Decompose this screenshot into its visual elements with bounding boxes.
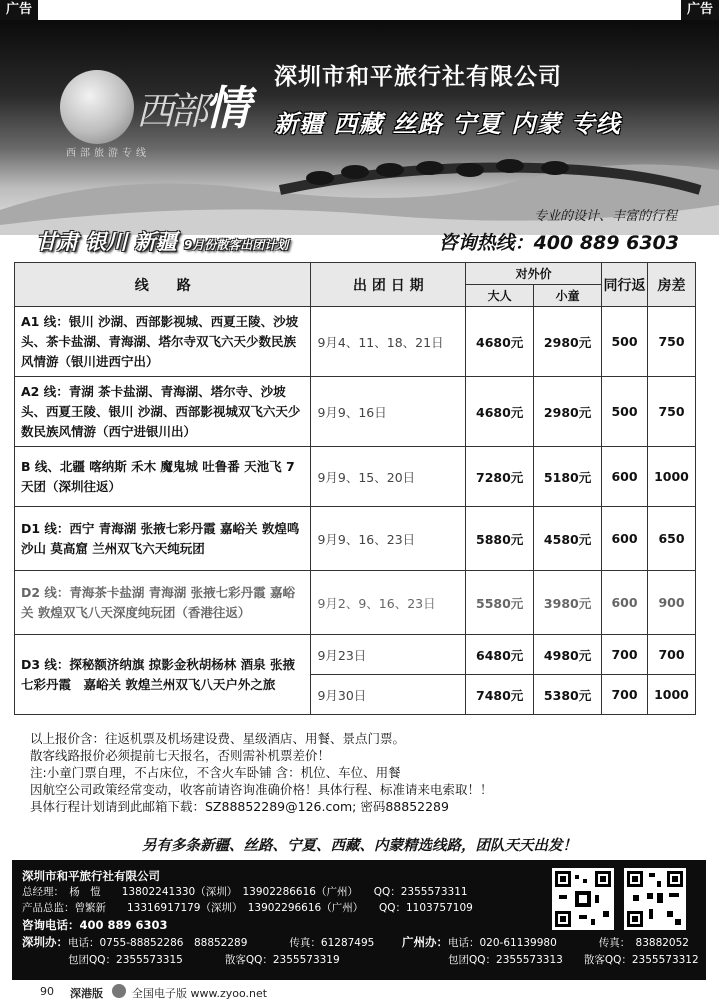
gz-office-label: 广州办：	[402, 935, 448, 949]
sz-office-tel: 电话：0755-88852286 88852289 传真：61287495	[68, 937, 375, 949]
adult-price-cell: 5880元	[466, 507, 534, 571]
note-line: 注:小童门票自理，不占床位，不含火车卧铺 含：机位、车位、用餐	[30, 765, 401, 780]
adult-price-cell: 6480元	[466, 635, 534, 675]
date-cell: 9月9、16日	[311, 377, 466, 447]
route-cell: A1 线：银川 沙湖、西部影视城、西夏王陵、沙坡头、茶卡盐湖、青海湖、塔尔寺双飞六天少数民族风情游（银川进西宁出）	[15, 307, 311, 377]
peer-cell: 600	[602, 447, 648, 507]
note-line: 具体行程计划请到此邮箱下载：SZ88852289@126.com; 密码88852289	[30, 799, 449, 814]
header-child: 小童	[534, 285, 602, 307]
header-date: 出 团 日 期	[311, 263, 466, 307]
single-cell: 750	[647, 307, 695, 377]
child-price-cell: 5180元	[534, 447, 602, 507]
logo-emblem	[60, 70, 134, 144]
price-notes	[30, 730, 493, 815]
company-title: 深圳市和平旅行社有限公司	[274, 64, 562, 90]
contact-footer	[12, 860, 706, 980]
itinerary-table	[14, 262, 696, 715]
footer-pm: 产品总监：曾繁新 13316917179（深圳） 13902296616（广州） QQ：1103757109	[22, 902, 473, 914]
adult-price-cell: 7280元	[466, 447, 534, 507]
single-cell: 700	[647, 635, 695, 675]
child-price-cell: 2980元	[534, 377, 602, 447]
logo-subtitle: 西部旅游专线	[66, 148, 150, 159]
hotline: 咨询热线：400 889 6303	[438, 232, 679, 254]
adult-price-cell: 7480元	[466, 675, 534, 715]
single-cell: 1000	[647, 447, 695, 507]
ad-label-right: 广告	[681, 0, 719, 20]
footer-gm: 总经理： 杨 愷 13802241330（深圳） 13902286616（广州） QQ：2355573311	[22, 886, 468, 898]
footer-sz-office	[22, 934, 374, 950]
peer-cell: 700	[602, 635, 648, 675]
peer-cell: 700	[602, 675, 648, 715]
header-banner	[0, 20, 719, 235]
table-row	[15, 635, 696, 675]
table-row	[15, 307, 696, 377]
footer-gz-office	[402, 934, 689, 950]
single-cell: 750	[647, 377, 695, 447]
route-cell: D3 线：探秘额济纳旗 掠影金秋胡杨林 酒泉 张掖七彩丹霞 嘉峪关 敦煌兰州双飞八天户外之旅	[15, 635, 311, 715]
single-cell: 650	[647, 507, 695, 571]
table-row	[15, 507, 696, 571]
footer-company: 深圳市和平旅行社有限公司	[22, 869, 160, 883]
sz-office-label: 深圳办：	[22, 935, 68, 949]
child-price-cell: 2980元	[534, 307, 602, 377]
header-route: 线 路	[15, 263, 311, 307]
header-adult: 大人	[466, 285, 534, 307]
date-cell: 9月4、11、18、21日	[311, 307, 466, 377]
qr-code-site	[624, 868, 686, 930]
peer-cell: 600	[602, 571, 648, 635]
edition-logo-icon	[112, 984, 126, 998]
header-single: 房差	[647, 263, 695, 307]
date-cell: 9月9、15、20日	[311, 447, 466, 507]
route-cell: A2 线：青湖 茶卡盐湖、青海湖、塔尔寺、沙坡头、西夏王陵、银川 沙湖、西部影视城双飞六天少数民族风情游（西宁进银川出）	[15, 377, 311, 447]
header-peer: 同行返	[602, 263, 648, 307]
footer-sz-qq: 包团QQ：2355573315 散客QQ：2355573319	[68, 954, 340, 966]
plan-subtitle: 9月份散客出团计划	[183, 238, 289, 252]
date-cell: 9月23日	[311, 635, 466, 675]
header-price: 对外价	[466, 263, 602, 285]
adult-price-cell: 4680元	[466, 307, 534, 377]
footer-gz-qq: 包团QQ：2355573313 散客QQ：2355573312	[448, 954, 699, 966]
single-cell: 1000	[647, 675, 695, 715]
peer-cell: 500	[602, 307, 648, 377]
child-price-cell: 3980元	[534, 571, 602, 635]
page-number: 90	[40, 985, 54, 998]
date-cell: 9月30日	[311, 675, 466, 715]
note-line: 以上报价含：往返机票及机场建设费、星级酒店、用餐、景点门票。	[30, 731, 406, 746]
date-cell: 9月2、9、16、23日	[311, 571, 466, 635]
edition-label: 深港版	[70, 987, 103, 1000]
route-cell: D1 线：西宁 青海湖 张掖七彩丹霞 嘉峪关 敦煌鸣沙山 莫高窟 兰州双飞六天纯玩团	[15, 507, 311, 571]
qr-code-wechat	[552, 868, 614, 930]
site-link[interactable]: 全国电子版 www.zyoo.net	[132, 987, 268, 1000]
child-price-cell: 5380元	[534, 675, 602, 715]
page-footer	[0, 982, 719, 1000]
note-line: 因航空公司政策经常变动，收客前请咨询准确价格！具体行程、标准请来电索取！！	[30, 782, 493, 797]
footer-hotline: 咨询电话：400 889 6303	[22, 918, 168, 932]
peer-cell: 500	[602, 377, 648, 447]
table-row	[15, 447, 696, 507]
table-row	[15, 377, 696, 447]
route-cell: D2 线：青海茶卡盐湖 青海湖 张掖七彩丹霞 嘉峪关 敦煌双飞八天深度纯玩团（香港往返）	[15, 571, 311, 635]
logo-calligraphy: 西部情	[136, 81, 247, 135]
single-cell: 900	[647, 571, 695, 635]
adult-price-cell: 5580元	[466, 571, 534, 635]
table-row	[15, 571, 696, 635]
adult-price-cell: 4680元	[466, 377, 534, 447]
slogan: 专业的设计、丰富的行程	[533, 209, 677, 224]
peer-cell: 600	[602, 507, 648, 571]
tagline: 另有多条新疆、丝路、宁夏、西藏、内蒙精选线路，团队天天出发！	[142, 838, 577, 854]
ad-label-left: 广告	[0, 0, 38, 20]
date-cell: 9月9、16、23日	[311, 507, 466, 571]
plan-title: 甘肃 银川 新疆 9月份散客出团计划	[36, 230, 289, 254]
child-price-cell: 4580元	[534, 507, 602, 571]
gz-office-tel: 电话：020-61139980 传真： 83882052	[448, 937, 689, 949]
route-cell: B 线、北疆 喀纳斯 禾木 魔鬼城 吐鲁番 天池飞 7天团（深圳往返）	[15, 447, 311, 507]
note-line: 散客线路报价必须提前七天报名，否则需补机票差价！	[30, 748, 331, 763]
child-price-cell: 4980元	[534, 635, 602, 675]
routes-headline: 新疆 西藏 丝路 宁夏 内蒙 专线	[274, 110, 621, 138]
